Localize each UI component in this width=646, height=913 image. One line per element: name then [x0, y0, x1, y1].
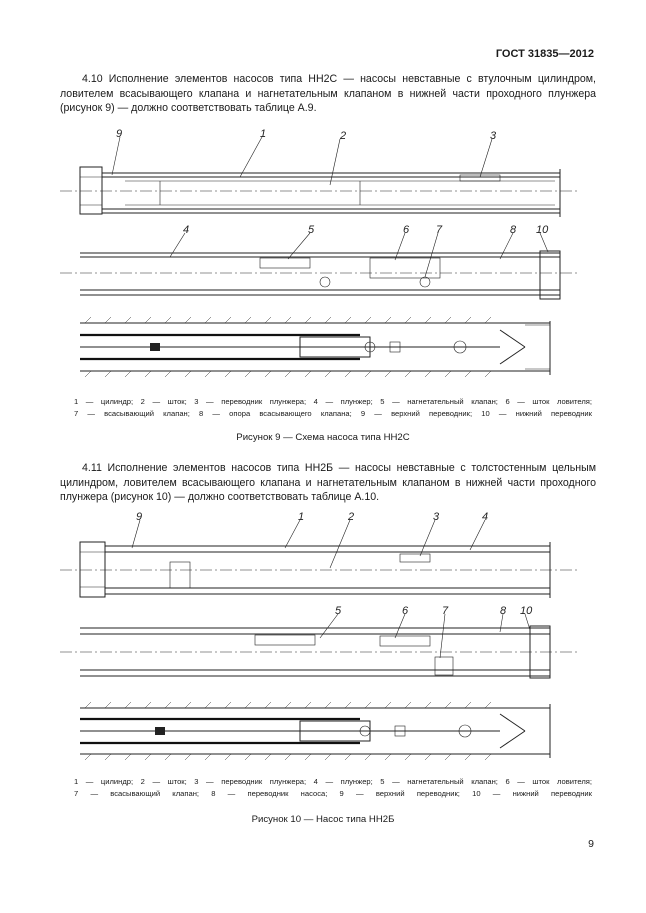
- figure-9-callout-labels: [116, 128, 549, 236]
- figure-9-legend-line-2: 7 — всасывающий клапан; 8 — опора всасывающего клапана; 9 — верхний переводник; 10 — нижний переводник: [74, 409, 592, 418]
- fig9-label-9: 9: [116, 128, 123, 140]
- fig9-label-2: 2: [340, 130, 347, 142]
- fig10-label-10: 10: [520, 605, 533, 617]
- fig9-label-7: 7: [436, 224, 443, 236]
- fig10-label-1: 1: [298, 511, 305, 523]
- figure-10-lower-section: [80, 702, 550, 760]
- paragraph-4-11-text: 4.11 Исполнение элементов насосов типа НН2Б — насосы невставные с толстостенным цельным цилиндром, ловителем всасывающего клапана и нагнетательным клапаном в нижней части проходного плунжера (рисунок 10) — должно соответствовать таблице А.10.: [60, 462, 596, 504]
- figure-9-drawing: [60, 125, 580, 390]
- paragraph-4-11: [60, 461, 596, 505]
- fig9-label-8: 8: [510, 224, 517, 236]
- fig10-label-6: 6: [402, 605, 409, 617]
- figure-9-middle-section: [60, 251, 580, 299]
- fig9-label-5: 5: [308, 224, 315, 236]
- fig9-label-6: 6: [403, 224, 410, 236]
- fig10-label-4: 4: [482, 511, 489, 523]
- standard-number: ГОСТ 31835—2012: [495, 48, 594, 60]
- figure-10-legend: [74, 776, 592, 800]
- paragraph-4-10: [60, 72, 596, 116]
- fig10-label-8: 8: [500, 605, 507, 617]
- figure-9-caption: Рисунок 9 — Схема насоса типа НН2С: [236, 432, 410, 443]
- figure-10-caption: Рисунок 10 — Насос типа НН2Б: [251, 814, 395, 825]
- fig9-label-4: 4: [183, 224, 190, 236]
- fig9-label-1: 1: [260, 128, 267, 140]
- figure-9-legend-line-1: 1 — цилиндр; 2 — шток; 3 — переводник плунжера; 4 — плунжер; 5 — нагнетательный клапан; 6 — шток ловителя;: [74, 397, 592, 406]
- figure-9-lower-section: [80, 317, 550, 377]
- figure-10-drawing: [60, 510, 580, 770]
- fig10-label-5: 5: [335, 605, 342, 617]
- fig10-label-2: 2: [348, 511, 355, 523]
- figure-9-upper-section: [60, 167, 580, 217]
- figure-9-legend: [74, 396, 592, 420]
- figure-10-legend-line-1: 1 — цилиндр; 2 — шток; 3 — переводник плунжера; 4 — плунжер; 5 — нагнетательный клапан; 6 — шток ловителя;: [74, 777, 592, 786]
- fig10-label-3: 3: [433, 511, 440, 523]
- fig10-label-9: 9: [136, 511, 143, 523]
- fig9-label-3: 3: [490, 130, 497, 142]
- figure-10-legend-line-2: 7 — всасывающий клапан; 8 — переводник насоса; 9 — верхний переводник; 10 — нижний переводник: [74, 789, 592, 798]
- fig10-label-7: 7: [442, 605, 449, 617]
- fig9-label-10: 10: [536, 224, 549, 236]
- figure-10-middle-section: [60, 626, 580, 678]
- figure-10-callout-labels: [136, 511, 533, 617]
- paragraph-4-10-text: 4.10 Исполнение элементов насосов типа НН2С — насосы невставные с втулочным цилиндром, ловителем всасывающего клапана и нагнетательным клапаном в нижней части проходного плунжера (рисунок 9) — должно соответствовать таблице А.9.: [60, 73, 596, 115]
- page-number: 9: [588, 838, 594, 850]
- figure-10-upper-section: [60, 542, 580, 598]
